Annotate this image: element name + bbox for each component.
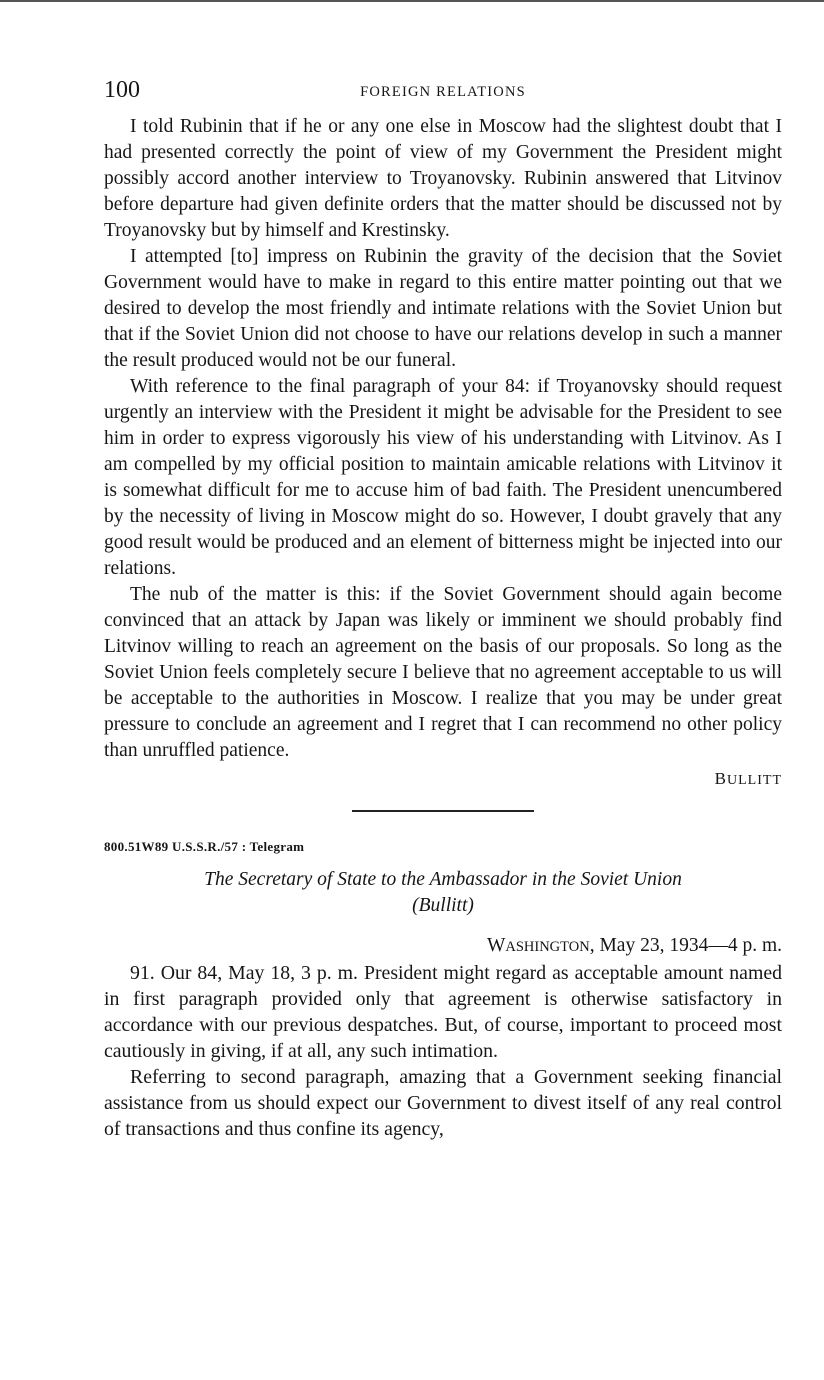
dateline-initial: W xyxy=(486,934,506,956)
document-title xyxy=(104,867,782,919)
document-title-line-1: The Secretary of State to the Ambassador in the Soviet Union xyxy=(204,868,682,890)
telegram-body xyxy=(104,960,782,1142)
top-border-rule xyxy=(0,0,824,2)
dateline xyxy=(104,933,782,960)
running-title: FOREIGN RELATIONS xyxy=(360,84,526,100)
signature xyxy=(104,766,782,794)
letter-paragraph-3: With reference to the final paragraph of your 84: if Troyanovsky should request urgently an interview with the President it might be advisable for the President to see him in order to express vigorously his view of his understanding with Litvinov. As I am compelled by my official position to maintain amicable relations with Litvinov it is somewhat difficult for me to accuse him of bad faith. The President unencumbered by the necessity of living in Moscow might do so. However, I doubt gravely that any good result would be produced and an element of bitterness might be injected into our relations. xyxy=(104,376,782,579)
letter-body xyxy=(104,114,782,764)
letter-paragraph-4: The nub of the matter is this: if the Soviet Government should again become convinced that an attack by Japan was likely or imminent we should probably find Litvinov willing to reach an agreement on the basis of our proposals. So long as the Soviet Union feels completely secure I believe that no agreement acceptable to us will be acceptable to the authorities in Moscow. I realize that you may be under great pressure to conclude an agreement and I regret that I can recommend no other policy than unruffled patience. xyxy=(104,584,782,761)
document-title-line-2: (Bullitt) xyxy=(412,894,474,916)
page-number: 100 xyxy=(104,77,140,103)
dateline-date: , May 23, 1934—4 p. m. xyxy=(589,934,782,956)
document-page xyxy=(104,70,782,1142)
signature-rest: ULLITT xyxy=(727,773,782,788)
dateline-place: ASHINGTON xyxy=(505,938,590,955)
file-reference: 800.51W89 U.S.S.R./57 : Telegram xyxy=(104,838,305,854)
telegram-paragraph-1: 91. Our 84, May 18, 3 p. m. President might regard as acceptable amount named in first paragraph provided only that agreement is otherwise satisfactory in accordance with our previous despatches. But, of course, important to proceed most cautiously in giving, if at all, any such intimation. xyxy=(104,961,782,1062)
letter-paragraph-2: I attempted [to] impress on Rubinin the gravity of the decision that the Soviet Government would have to make in regard to this entire matter pointing out that we desired to develop the most friendly and intimate relations with the Soviet Union but that if the Soviet Union did not choose to have our relations develop in such a manner the result produced would not be our funeral. xyxy=(104,246,782,371)
signature-initial: B xyxy=(714,769,728,788)
section-separator xyxy=(352,810,534,812)
telegram-paragraph-2: Referring to second paragraph, amazing that a Government seeking financial assistance from us should expect our Government to divest itself of any real control of transactions and thus confine its agency, xyxy=(104,1065,782,1140)
letter-paragraph-1: I told Rubinin that if he or any one else in Moscow had the slightest doubt that I had presented correctly the point of view of my Government the President might possibly accord another interview to Troyanovsky. Rubinin answered that Litvinov before departure had given definite orders that the matter should be discussed not by Troyanovsky but by himself and Krestinsky. xyxy=(104,116,782,241)
running-head xyxy=(104,70,782,114)
